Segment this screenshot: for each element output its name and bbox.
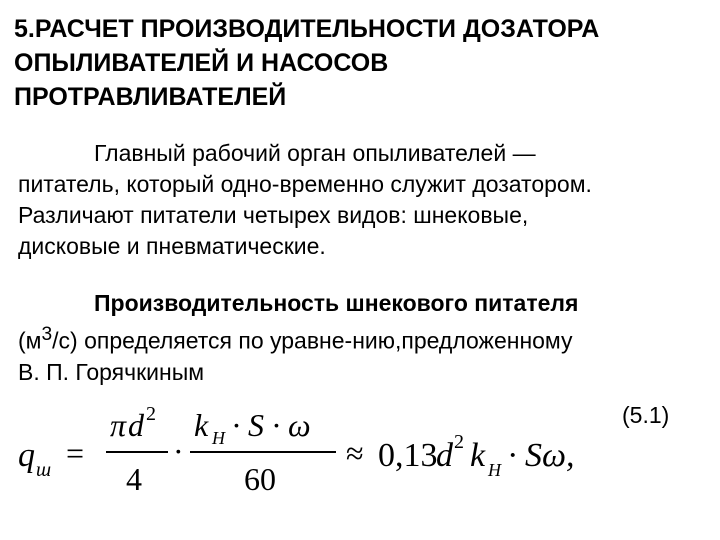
heading-line-1: 5.РАСЧЕТ ПРОИЗВОДИТЕЛЬНОСТИ ДОЗАТОРА	[14, 15, 600, 43]
formula-approx: ≈	[346, 435, 364, 471]
heading-line-3: ПРОТРАВЛИВАТЕЛЕЙ	[14, 83, 287, 111]
formula-coefficient: 0,13	[378, 437, 438, 474]
paragraph1-line-4: дисковые и пневматические.	[18, 233, 326, 259]
heading-line-2: ОПЫЛИВАТЕЛЕЙ И НАСОСОВ	[14, 49, 389, 77]
formula-d: d	[128, 407, 144, 443]
formula-pi: π	[110, 407, 127, 443]
formula-s-omega: · S · ω	[232, 407, 311, 443]
paragraph-feeder-description	[18, 138, 718, 262]
paragraph2-line-3: В. П. Горячкиным	[18, 358, 205, 385]
equation-number: (5.1)	[622, 402, 670, 428]
formula-equals: =	[66, 435, 85, 471]
paragraph1-line-3: Различают питатели четырех видов: шнековые,	[18, 202, 529, 228]
paragraph1-line-2: питатель, который одно-временно служит дозатором.	[18, 171, 592, 197]
formula-q-subscript: ш	[36, 459, 52, 481]
formula-d2-exponent: 2	[454, 431, 464, 453]
formula-dot: ·	[173, 433, 184, 469]
formula-d2: d	[436, 437, 453, 474]
units-exponent: 3	[41, 324, 53, 345]
units-prefix: (м	[18, 327, 42, 354]
formula-k2-subscript: H	[488, 460, 501, 480]
paragraph2-line-2: /с) определяется по уравне-нию,предложенному	[52, 327, 573, 354]
formula-k2: k	[470, 437, 486, 474]
formula-k-subscript: H	[212, 428, 225, 448]
formula-q: q	[18, 437, 35, 474]
formula	[18, 404, 618, 504]
paragraph-productivity	[18, 288, 718, 388]
paragraph2-bold-lead: Производительность шнекового питателя	[94, 290, 579, 316]
formula-tail: · Sω,	[508, 437, 575, 474]
formula-d-exponent: 2	[146, 404, 156, 425]
section-heading	[14, 12, 704, 114]
paragraph1-line-1: Главный рабочий орган опыливателей —	[94, 140, 536, 166]
formula-denominator-4: 4	[126, 461, 142, 497]
formula-denominator-60: 60	[244, 461, 276, 497]
formula-k: k	[194, 407, 209, 443]
